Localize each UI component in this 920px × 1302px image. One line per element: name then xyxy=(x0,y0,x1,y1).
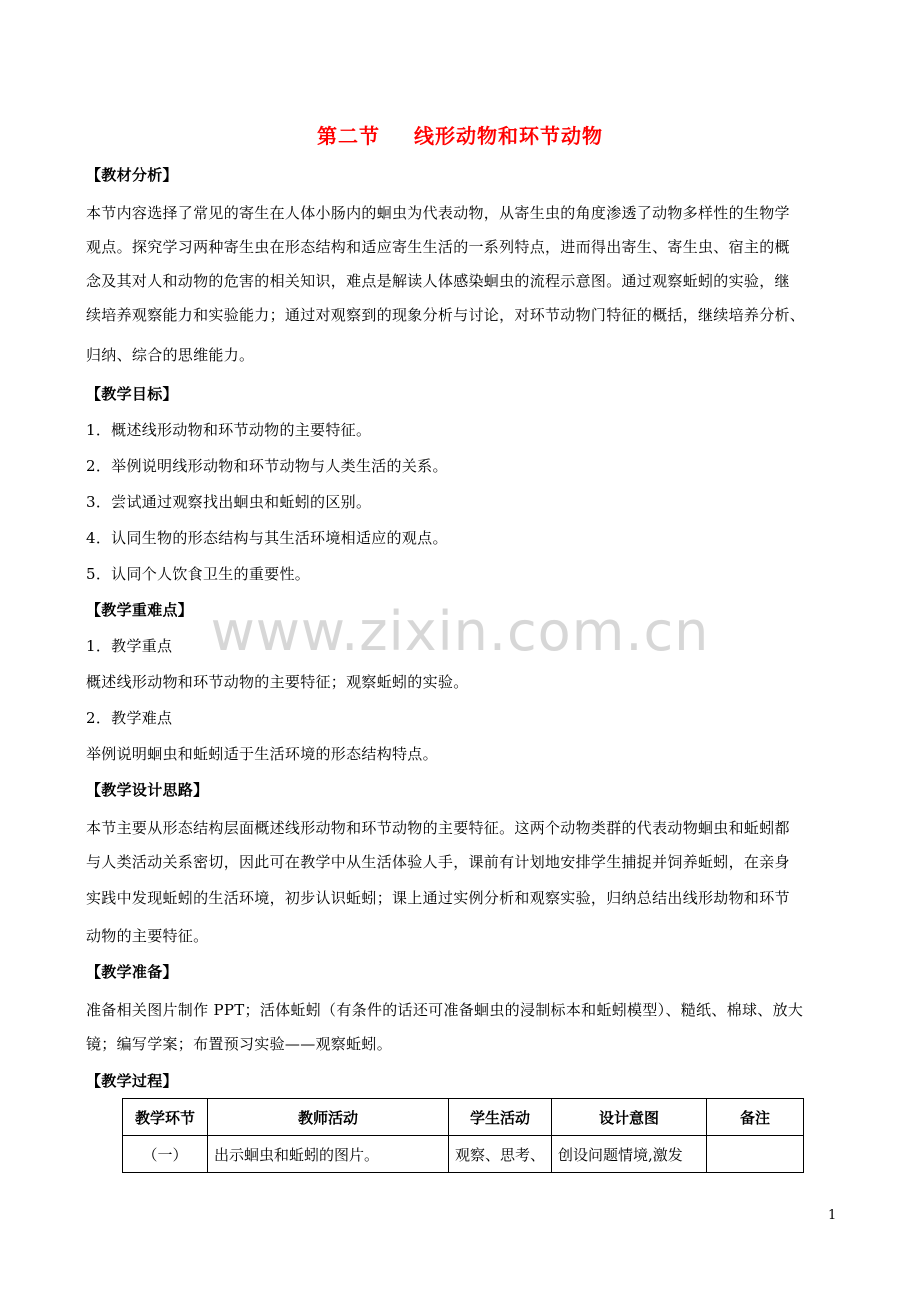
difficulty-label: 2．教学难点 xyxy=(86,709,173,727)
goal-item: 5．认同个人饮食卫生的重要性。 xyxy=(86,565,311,583)
goal-item: 2．举例说明线形动物和环节动物与人类生活的关系。 xyxy=(86,457,448,475)
design-line: 动物的主要特征。 xyxy=(86,927,209,945)
column-header: 教师活动 xyxy=(208,1099,449,1136)
table-header-row xyxy=(123,1099,804,1136)
analysis-line: 归纳、综合的思维能力。 xyxy=(86,346,255,364)
goal-item: 4．认同生物的形态结构与其生活环境相适应的观点。 xyxy=(86,529,448,547)
table-row xyxy=(123,1136,804,1173)
title-section-number: 第二节 xyxy=(317,124,380,148)
table-cell: （一） xyxy=(123,1136,208,1173)
table-cell: 出示蛔虫和蚯蚓的图片。 xyxy=(208,1136,449,1173)
difficulty-text: 举例说明蛔虫和蚯蚓适于生活环境的形态结构特点。 xyxy=(86,745,438,763)
goal-item: 1．概述线形动物和环节动物的主要特征。 xyxy=(86,421,372,439)
preparation-heading: 【教学准备】 xyxy=(86,963,178,981)
analysis-line: 观点。探究学习两种寄生虫在形态结构和适应寄生生活的一系列特点，进而得出寄生、寄生虫、宿主的概 xyxy=(86,238,790,256)
table-cell: 观察、思考、 xyxy=(449,1136,552,1173)
table-cell: 创设问题情境,激发 xyxy=(552,1136,707,1173)
analysis-line: 本节内容选择了常见的寄生在人体小肠内的蛔虫为代表动物，从寄生虫的角度渗透了动物多样性的生物学 xyxy=(86,204,790,222)
design-line: 本节主要从形态结构层面概述线形动物和环节动物的主要特征。这两个动物类群的代表动物蛔虫和蚯蚓都 xyxy=(86,819,790,837)
preparation-line: 镜；编写学案；布置预习实验——观察蚯蚓。 xyxy=(86,1035,393,1053)
process-table xyxy=(122,1098,804,1173)
key-points-heading: 【教学重难点】 xyxy=(86,601,194,619)
analysis-line: 念及其对人和动物的危害的相关知识，难点是解读人体感染蛔虫的流程示意图。通过观察蚯蚓的实验，继 xyxy=(86,272,790,290)
design-line: 实践中发现蚯蚓的生活环境，初步认识蚯蚓；课上通过实例分析和观察实验，归纳总结出线形劫物和环节 xyxy=(86,889,790,907)
goals-heading: 【教学目标】 xyxy=(86,385,178,403)
analysis-line: 续培养观察能力和实验能力；通过对观察到的现象分析与讨论，对环节动物门特征的概括，继续培养分析、 xyxy=(86,306,806,324)
column-header: 学生活动 xyxy=(449,1099,552,1136)
column-header: 教学环节 xyxy=(123,1099,208,1136)
focus-text: 概述线形动物和环节动物的主要特征；观察蚯蚓的实验。 xyxy=(86,673,469,691)
process-heading: 【教学过程】 xyxy=(86,1072,178,1090)
focus-label: 1．教学重点 xyxy=(86,637,173,655)
design-heading: 【教学设计思路】 xyxy=(86,781,209,799)
title-section-name: 线形动物和环节动物 xyxy=(414,124,603,148)
column-header: 备注 xyxy=(707,1099,804,1136)
column-header: 设计意图 xyxy=(552,1099,707,1136)
page-number: 1 xyxy=(828,1208,837,1223)
preparation-line: 准备相关图片制作 PPT；活体蚯蚓（有条件的话还可准备蛔虫的浸制标本和蚯蚓模型）、糙纸、棉球、放大 xyxy=(86,1001,804,1019)
page-title xyxy=(0,120,920,149)
table-cell xyxy=(707,1136,804,1173)
analysis-heading: 【教材分析】 xyxy=(86,166,178,184)
goal-item: 3．尝试通过观察找出蛔虫和蚯蚓的区别。 xyxy=(86,493,372,511)
watermark: www.zixin.com.cn xyxy=(210,600,710,663)
design-line: 与人类活动关系密切，因此可在教学中从生活体验人手，课前有计划地安排学生捕捉并饲养蚯蚓，在亲身 xyxy=(86,853,790,871)
